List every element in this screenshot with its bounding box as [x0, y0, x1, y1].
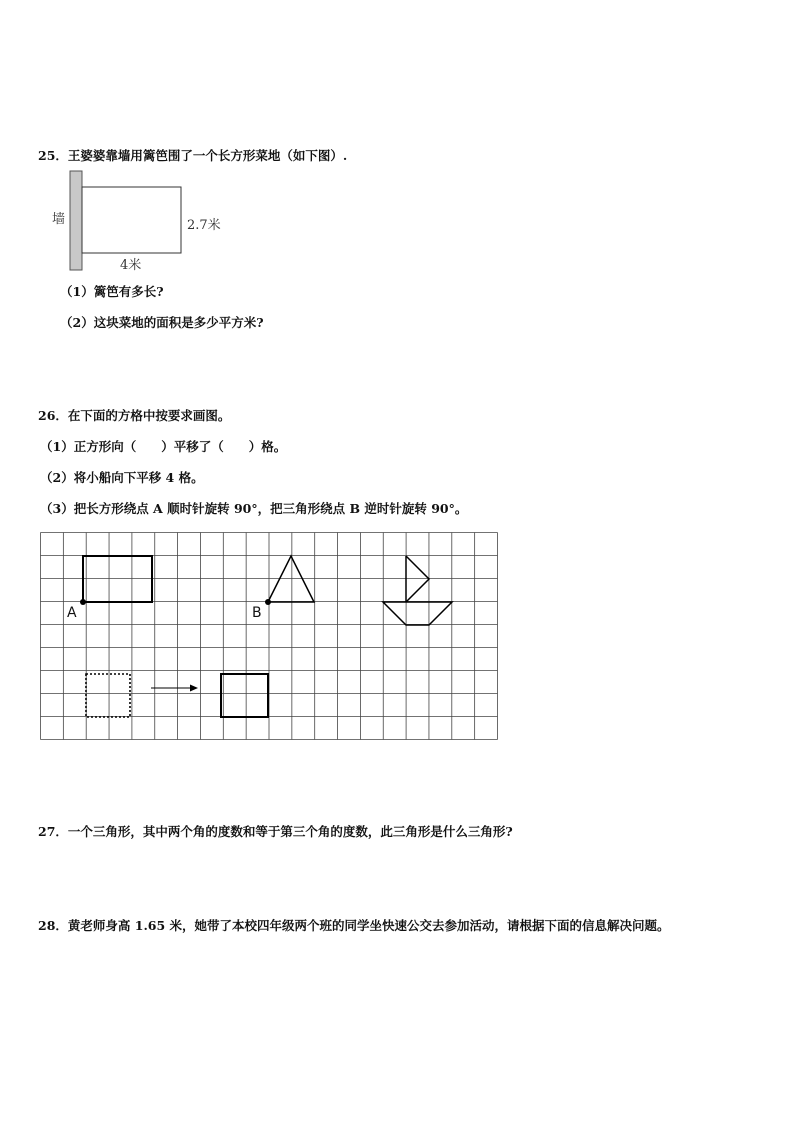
point-b-dot: [265, 599, 271, 605]
rectangle-shape: [83, 556, 152, 602]
point-a-dot: [80, 599, 86, 605]
q25-sub1: （1）篱笆有多长?: [60, 284, 164, 299]
boat-shape: [383, 556, 452, 625]
wall-label: 墙: [52, 212, 66, 227]
q26-grid-figure: [40, 532, 500, 744]
q28-title: 28．黄老师身高 1.65 米，她带了本校四年级两个班的同学坐快速公交去参加活动，请根据下面的信息解决问题。: [38, 918, 670, 933]
q26-sub2: （2）将小船向下平移 4 格。: [40, 470, 204, 485]
q26-title: 26．在下面的方格中按要求画图。: [38, 408, 231, 423]
point-a-label: A: [67, 605, 77, 621]
width-label: 4米: [120, 258, 142, 273]
vegetable-plot-rectangle: [82, 187, 181, 253]
square-shape-moved: [221, 674, 268, 717]
point-b-label: B: [252, 605, 262, 621]
wall: [70, 171, 82, 270]
q26-sub1: （1）正方形向（ ）平移了（ ）格。: [40, 439, 287, 454]
q25-figure: [40, 165, 240, 280]
q25-sub2: （2）这块菜地的面积是多少平方米?: [60, 315, 264, 330]
dotted-square-original: [86, 674, 130, 717]
q25-title: 25．王婆婆靠墙用篱笆围了一个长方形菜地（如下图）.: [38, 148, 348, 163]
arrow-right: [151, 685, 198, 692]
q27-title: 27．一个三角形，其中两个角的度数和等于第三个角的度数，此三角形是什么三角形?: [38, 824, 513, 839]
q26-sub3: （3）把长方形绕点 A 顺时针旋转 90°，把三角形绕点 B 逆时针旋转 90°。: [40, 501, 468, 516]
triangle-shape: [268, 556, 314, 602]
height-label: 2.7米: [187, 218, 221, 233]
